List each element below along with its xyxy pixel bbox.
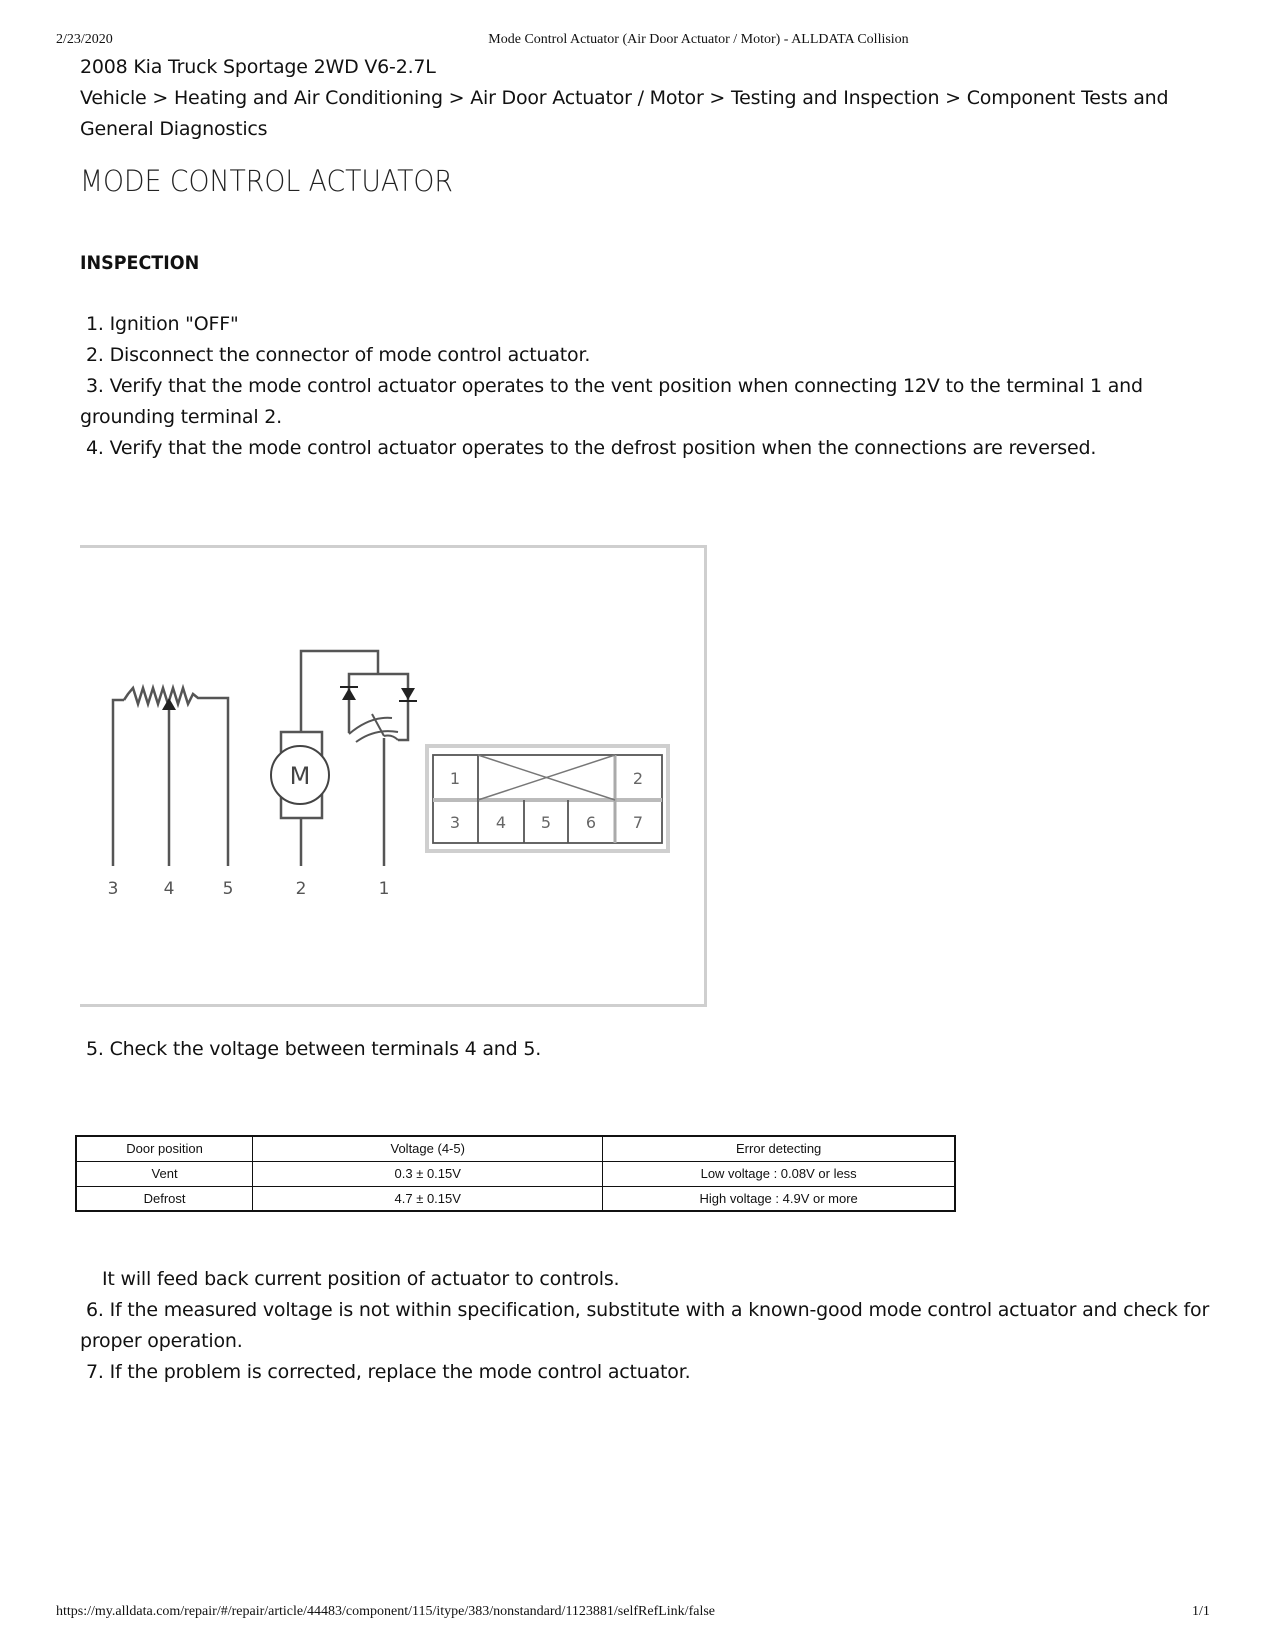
diode-up-icon (342, 688, 356, 700)
pin-1: 1 (449, 769, 461, 788)
step-6: 6. If the measured voltage is not within specification, substitute with a known-good mode control actuator and check for proper operation. (80, 1299, 1210, 1352)
pin-5: 5 (540, 813, 552, 832)
vehicle-title: 2008 Kia Truck Sportage 2WD V6-2.7L (80, 56, 436, 78)
wiper-arrow-icon (162, 698, 176, 710)
post-table-steps (80, 1264, 1230, 1388)
table-header-row (76, 1136, 955, 1161)
wire-motor-top (301, 651, 378, 732)
pin-4: 4 (495, 813, 507, 832)
feedback-note: It will feed back current position of actuator to controls. (102, 1268, 620, 1290)
header-error-detecting: Error detecting (603, 1136, 955, 1161)
cell-error: High voltage : 4.9V or more (603, 1186, 955, 1211)
diode-box (349, 674, 408, 740)
inspection-steps (80, 309, 1230, 464)
header-door-position: Door position (76, 1136, 253, 1161)
step-1: 1. Ignition "OFF" (86, 313, 239, 335)
cell-door-position: Defrost (76, 1186, 253, 1211)
pin-2: 2 (632, 769, 644, 788)
terminal-label-2: 2 (295, 879, 307, 899)
circuit-schematic (80, 548, 707, 1010)
print-header-title: Mode Control Actuator (Air Door Actuator / Motor) - ALLDATA Collision (488, 32, 909, 47)
terminal-label-5: 5 (222, 879, 234, 899)
table-row (76, 1161, 955, 1186)
pin-6: 6 (585, 813, 597, 832)
breadcrumb: Vehicle > Heating and Air Conditioning > Air Door Actuator / Motor > Testing and Inspection > Component Tests and General Diagnostics (80, 87, 1169, 140)
step-7: 7. If the problem is corrected, replace the mode control actuator. (86, 1361, 691, 1383)
page-title: MODE CONTROL ACTUATOR (80, 164, 453, 198)
terminal-label-3: 3 (107, 879, 119, 899)
potentiometer-resistor (124, 688, 228, 866)
header-voltage: Voltage (4-5) (253, 1136, 603, 1161)
diode-down-icon (401, 688, 415, 700)
pin-7: 7 (632, 813, 644, 832)
step-5: 5. Check the voltage between terminals 4 and 5. (86, 1038, 542, 1060)
motor-label: M (289, 762, 311, 790)
step-3: 3. Verify that the mode control actuator operates to the vent position when connecting 12V to the terminal 1 and grounding terminal 2. (80, 375, 1143, 428)
print-footer-page-number: 1/1 (1192, 1604, 1210, 1619)
cell-voltage: 0.3 ± 0.15V (253, 1161, 603, 1186)
step-4: 4. Verify that the mode control actuator operates to the defrost position when the connections are reversed. (86, 437, 1097, 459)
terminal-label-1: 1 (378, 879, 390, 899)
table-row (76, 1186, 955, 1211)
terminal-label-4: 4 (163, 879, 175, 899)
cell-error: Low voltage : 0.08V or less (603, 1161, 955, 1186)
print-header-date: 2/23/2020 (56, 32, 113, 47)
pin-3: 3 (449, 813, 461, 832)
section-heading-inspection: INSPECTION (80, 252, 200, 274)
cell-voltage: 4.7 ± 0.15V (253, 1186, 603, 1211)
voltage-spec-table (75, 1135, 956, 1212)
print-footer-url: https://my.alldata.com/repair/#/repair/article/44483/component/115/itype/383/nonstandard/1123881/selfRefLink/false (56, 1604, 715, 1619)
wiring-diagram (80, 545, 707, 1007)
connector-face (427, 746, 668, 851)
step-2: 2. Disconnect the connector of mode control actuator. (86, 344, 591, 366)
cell-door-position: Vent (76, 1161, 253, 1186)
wire-terminal-3 (113, 700, 124, 866)
